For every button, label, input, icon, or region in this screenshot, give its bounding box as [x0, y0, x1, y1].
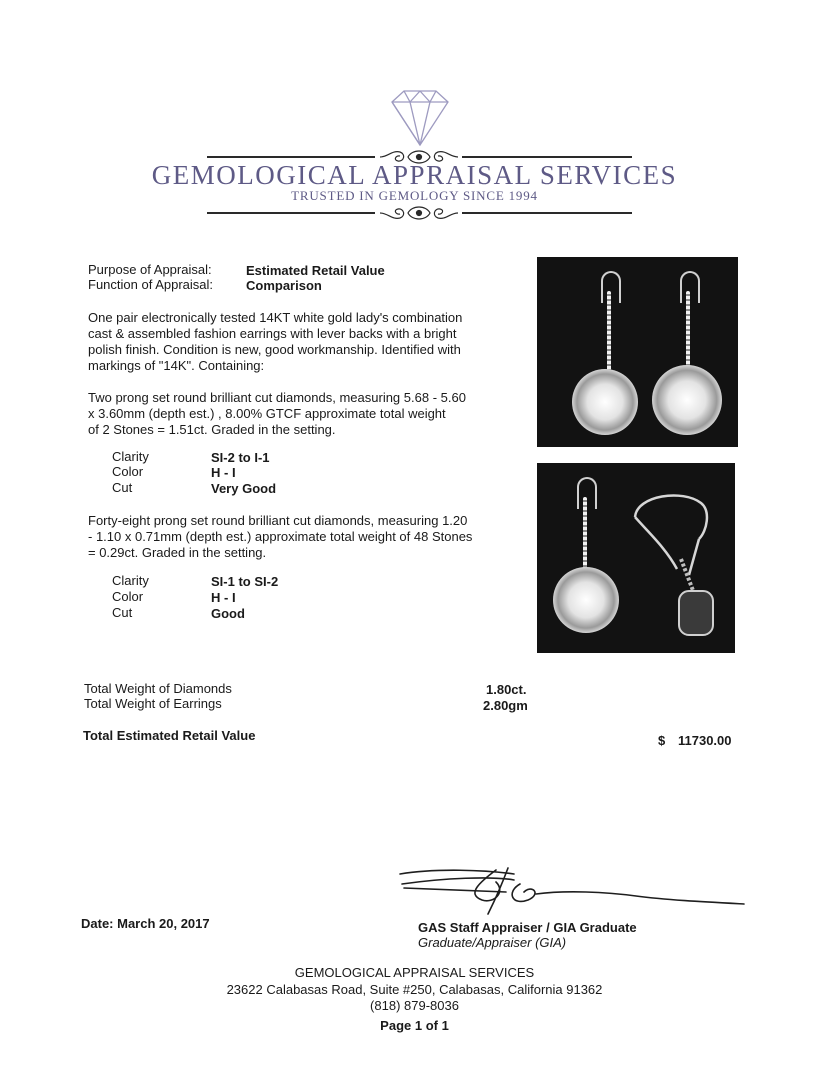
description-line: markings of "14K". Containing: [88, 358, 265, 373]
footer-phone: (818) 879-8036 [370, 998, 459, 1013]
purpose-value: Estimated Retail Value [246, 263, 385, 278]
earring-stem [583, 497, 587, 575]
header-top-rule [462, 156, 632, 158]
description-line: One pair electronically tested 14KT white gold lady's combination [88, 310, 463, 325]
lever-back-hook [577, 477, 597, 509]
grade-value: Good [211, 606, 245, 621]
earring-halo [652, 365, 722, 435]
description-line: x 3.60mm (depth est.) , 8.00% GTCF approximate total weight [88, 406, 446, 421]
lever-back-hook [680, 271, 700, 303]
header-bottom-rule [207, 212, 375, 214]
grade-label: Cut [112, 480, 133, 495]
lever-back-profile-icon [625, 479, 725, 639]
description-line: of 2 Stones = 1.51ct. Graded in the setting. [88, 422, 336, 437]
total-earrings-value: 2.80gm [483, 698, 528, 713]
diamond-logo-icon [380, 88, 460, 148]
grade-label: Cut [112, 605, 133, 620]
grade-value: SI-2 to I-1 [211, 450, 270, 465]
description-line: Two prong set round brilliant cut diamonds, measuring 5.68 - 5.60 [88, 390, 466, 405]
item-description [88, 310, 462, 374]
total-diamonds-label: Total Weight of Diamonds [84, 681, 232, 696]
function-label: Function of Appraisal: [88, 277, 214, 292]
earrings-photo-front [537, 257, 738, 447]
grade-label: Clarity [112, 573, 149, 588]
grade-value: Very Good [211, 481, 277, 496]
grade-label: Color [112, 464, 144, 479]
grade-label: Color [112, 589, 144, 604]
purpose-label: Purpose of Appraisal: [88, 262, 212, 277]
currency-symbol: $ [658, 733, 666, 748]
description-line: polish finish. Condition is new, good workmanship. Identified with [88, 342, 461, 357]
total-earrings-label: Total Weight of Earrings [84, 696, 222, 711]
earrings-photo-side [537, 463, 735, 653]
description-line: cast & assembled fashion earrings with lever backs with a bright [88, 326, 457, 341]
earring-halo [553, 567, 619, 633]
signer-title: GAS Staff Appraiser / GIA Graduate [418, 920, 637, 935]
footer-address: 23622 Calabasas Road, Suite #250, Calabasas, California 91362 [226, 982, 603, 997]
signer-credential: Graduate/Appraiser (GIA) [418, 935, 567, 950]
company-tagline: TRUSTED IN GEMOLOGY SINCE 1994 [291, 188, 538, 203]
earring-halo [572, 369, 638, 435]
header-top-rule [207, 156, 375, 158]
appraisal-date: Date: March 20, 2017 [81, 916, 210, 931]
grade-value: H - I [211, 465, 236, 480]
page-number: Page 1 of 1 [380, 1018, 449, 1033]
company-name-header: GEMOLOGICAL APPRAISAL SERVICES [151, 160, 678, 190]
total-retail-label: Total Estimated Retail Value [83, 728, 256, 743]
footer-company: GEMOLOGICAL APPRAISAL SERVICES [294, 965, 535, 980]
earring-stem [607, 291, 611, 377]
description-line: = 0.29ct. Graded in the setting. [88, 545, 267, 560]
appraiser-signature-icon [396, 862, 748, 920]
grade-value: H - I [211, 590, 236, 605]
flourish-ornament-icon [378, 202, 460, 224]
function-value: Comparison [246, 278, 322, 293]
description-line: Forty-eight prong set round brilliant cut diamonds, measuring 1.20 [88, 513, 468, 528]
total-diamonds-value: 1.80ct. [486, 682, 527, 697]
header-bottom-rule [462, 212, 632, 214]
grade-value: SI-1 to SI-2 [211, 574, 279, 589]
total-retail-value: 11730.00 [678, 733, 732, 748]
grade-label: Clarity [112, 449, 149, 464]
center-stone-description [88, 390, 466, 438]
description-line: - 1.10 x 0.71mm (depth est.) approximate total weight of 48 Stones [88, 529, 473, 544]
lever-back-hook [601, 271, 621, 303]
side-stone-description [88, 513, 472, 561]
